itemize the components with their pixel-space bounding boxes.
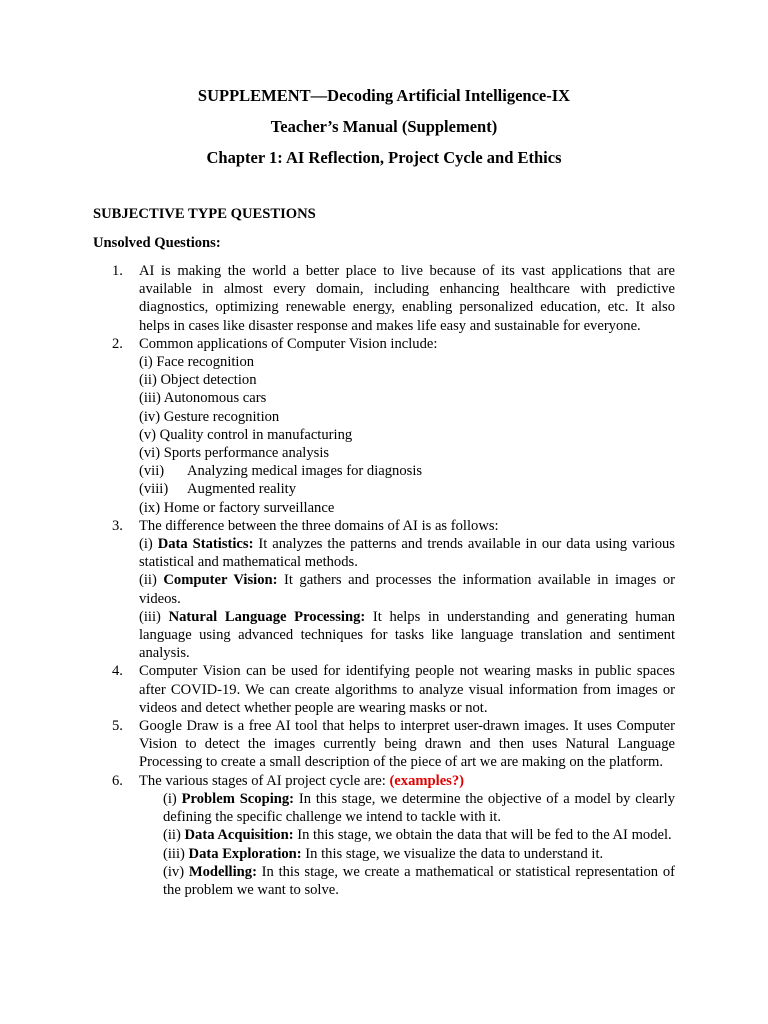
list-marker: (i) bbox=[163, 790, 177, 807]
term: Data Acquisition: bbox=[184, 827, 294, 844]
list-marker: (iv) bbox=[163, 863, 185, 880]
list-item: (iii) Autonomous cars bbox=[139, 390, 267, 407]
answer-intro bbox=[139, 772, 675, 790]
answer-1 bbox=[112, 262, 675, 335]
answer-2 bbox=[112, 335, 675, 517]
answer-text: Computer Vision can be used for identifying people not wearing masks in public spaces after COVID-19. We can create algorithms to analyze visual information from images or videos and detect whether people are wearing masks or not. bbox=[139, 663, 675, 716]
term: Computer Vision: bbox=[163, 572, 278, 589]
title-block bbox=[0, 86, 768, 179]
definition: It analyzes the patterns and trends available in our data using various statistical and mathematical methods. bbox=[139, 536, 675, 571]
domain-item bbox=[139, 535, 675, 571]
list-marker: (ii) bbox=[163, 827, 181, 844]
list-marker: (vii) bbox=[139, 463, 165, 480]
answer-number: 1. bbox=[112, 263, 123, 279]
list-item bbox=[139, 462, 675, 480]
term: Problem Scoping: bbox=[181, 790, 295, 807]
definition: In this stage, we obtain the data that will be fed to the AI model. bbox=[293, 827, 672, 844]
list-marker: (i) bbox=[139, 536, 153, 553]
list-marker: (ii) bbox=[139, 572, 157, 589]
list-item-text: Augmented reality bbox=[187, 481, 297, 498]
list-item: (vi) Sports performance analysis bbox=[139, 445, 330, 462]
answer-number: 4. bbox=[112, 663, 123, 680]
answer-intro: The difference between the three domains of AI is as follows: bbox=[139, 517, 499, 534]
answer-number: 3. bbox=[112, 517, 123, 534]
list-item: (i) Face recognition bbox=[139, 354, 255, 371]
answer-text: Google Draw is a free AI tool that helps to interpret user-drawn images. It uses Computer Vision to detect the images currently being drawn and then uses Natural Language Processing to create a small description of the piece of art we are making on the platform. bbox=[139, 718, 675, 771]
domain-item bbox=[139, 571, 675, 607]
answer-text: AI is making the world a better place to live because of its vast applications that are available in almost every domain, including enhancing healthcare with predictive diagnostics, optimizing renewable energy, enabling personalized education, etc. It also helps in cases like disaster response and makes life easy and sustainable for everyone. bbox=[139, 263, 675, 334]
list-marker: (iii) bbox=[163, 845, 185, 862]
document-subtitle: Teacher’s Manual (Supplement) bbox=[270, 117, 498, 136]
term: Data Statistics: bbox=[157, 536, 254, 553]
stage-item bbox=[139, 845, 675, 863]
stage-item bbox=[139, 826, 675, 844]
list-item: (ii) Object detection bbox=[139, 372, 257, 389]
term: Natural Language Processing: bbox=[168, 608, 366, 625]
list-marker: (viii) bbox=[139, 481, 169, 498]
term: Modelling: bbox=[188, 863, 257, 880]
answer-intro: Common applications of Computer Vision include: bbox=[139, 335, 438, 352]
list-marker: (iii) bbox=[139, 608, 161, 625]
answer-number: 5. bbox=[112, 718, 123, 735]
stage-item bbox=[139, 790, 675, 826]
sub-heading: Unsolved Questions: bbox=[93, 235, 221, 251]
chapter-title: Chapter 1: AI Reflection, Project Cycle and Ethics bbox=[206, 148, 562, 167]
list-item: (ix) Home or factory surveillance bbox=[139, 499, 335, 516]
domain-item bbox=[139, 608, 675, 663]
definition: It gathers and processes the information available in images or videos. bbox=[139, 572, 675, 607]
list-item: (v) Quality control in manufacturing bbox=[139, 426, 353, 443]
list-item: (iv) Gesture recognition bbox=[139, 408, 280, 425]
definition: In this stage, we determine the objective of a model by clearly defining the specific challenge we intend to tackle with it. bbox=[163, 790, 675, 826]
answer-5 bbox=[112, 717, 675, 772]
answer-6 bbox=[112, 772, 675, 899]
term: Data Exploration: bbox=[188, 845, 302, 862]
answer-number: 2. bbox=[112, 335, 123, 352]
definition: In this stage, we visualize the data to understand it. bbox=[301, 845, 604, 862]
definition: It helps in understanding and generating human language using advanced techniques for tasks like language translation and sentiment analysis. bbox=[139, 608, 676, 662]
list-item bbox=[139, 480, 675, 498]
question-list bbox=[112, 262, 675, 899]
definition: In this stage, we create a mathematical or statistical representation of the problem we want to solve. bbox=[163, 863, 675, 898]
answer-3 bbox=[112, 517, 675, 663]
answer-4 bbox=[112, 662, 675, 717]
document-title: SUPPLEMENT—Decoding Artificial Intelligence-IX bbox=[197, 86, 571, 105]
intro-text: The various stages of AI project cycle are: bbox=[139, 772, 390, 789]
section-heading: SUBJECTIVE TYPE QUESTIONS bbox=[93, 206, 316, 222]
list-item-text: Analyzing medical images for diagnosis bbox=[187, 463, 423, 480]
stage-item bbox=[139, 863, 675, 899]
answer-number: 6. bbox=[112, 772, 123, 789]
editor-note: (examples?) bbox=[389, 772, 465, 789]
